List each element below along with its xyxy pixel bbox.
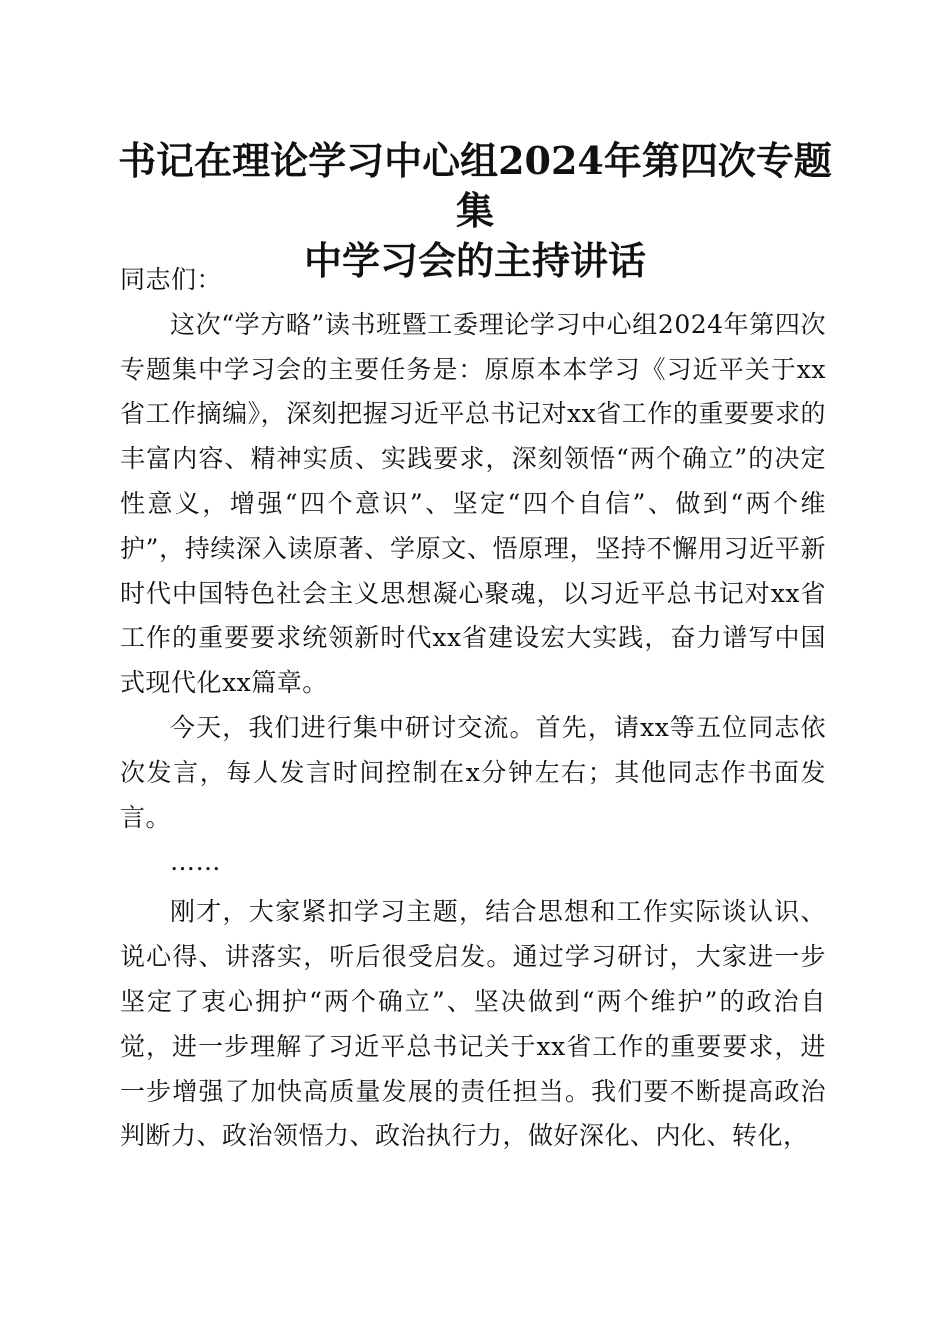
title-line-1: 书记在理论学习中心组2024年第四次专题集 <box>118 138 832 233</box>
paragraph-3: 刚才，大家紧扣学习主题，结合思想和工作实际谈认识、说心得、讲落实，听后很受启发。通过学习研讨，大家进一步坚定了衷心拥护“两个确立”、坚决做到“两个维护”的政治自觉，进一步理解了习近平总书记关于xx省工作的重要要求，进一步增强了加快高质量发展的责任担当。我们要不断提高政治判断力、政治领悟力、政治执行力，做好深化、内化、转化， <box>120 897 826 1151</box>
document-body <box>120 258 826 1159</box>
salutation: 同志们： <box>120 265 223 294</box>
paragraph-2: 今天，我们进行集中研讨交流。首先，请xx等五位同志依次发言，每人发言时间控制在x分钟左右；其他同志作书面发言。 <box>120 712 826 832</box>
title-line-2: 中学习会的主持讲话 <box>303 238 646 283</box>
paragraph-1: 这次“学方略”读书班暨工委理论学习中心组2024年第四次专题集中学习会的主要任务是：原原本本学习《习近平关于xx省工作摘编》，深刻把握习近平总书记对xx省工作的重要要求的丰富内容、精神实质、实践要求，深刻领悟“两个确立”的决定性意义，增强“四个意识”、坚定“四个自信”、做到“两个维护”，持续深入读原著、学原文、悟原理，坚持不懈用习近平新时代中国特色社会主义思想凝心聚魂，以习近平总书记对xx省工作的重要要求统领新时代xx省建设宏大实践，奋力谱写中国式现代化xx篇章。 <box>120 309 826 698</box>
ellipsis: …… <box>170 847 221 877</box>
